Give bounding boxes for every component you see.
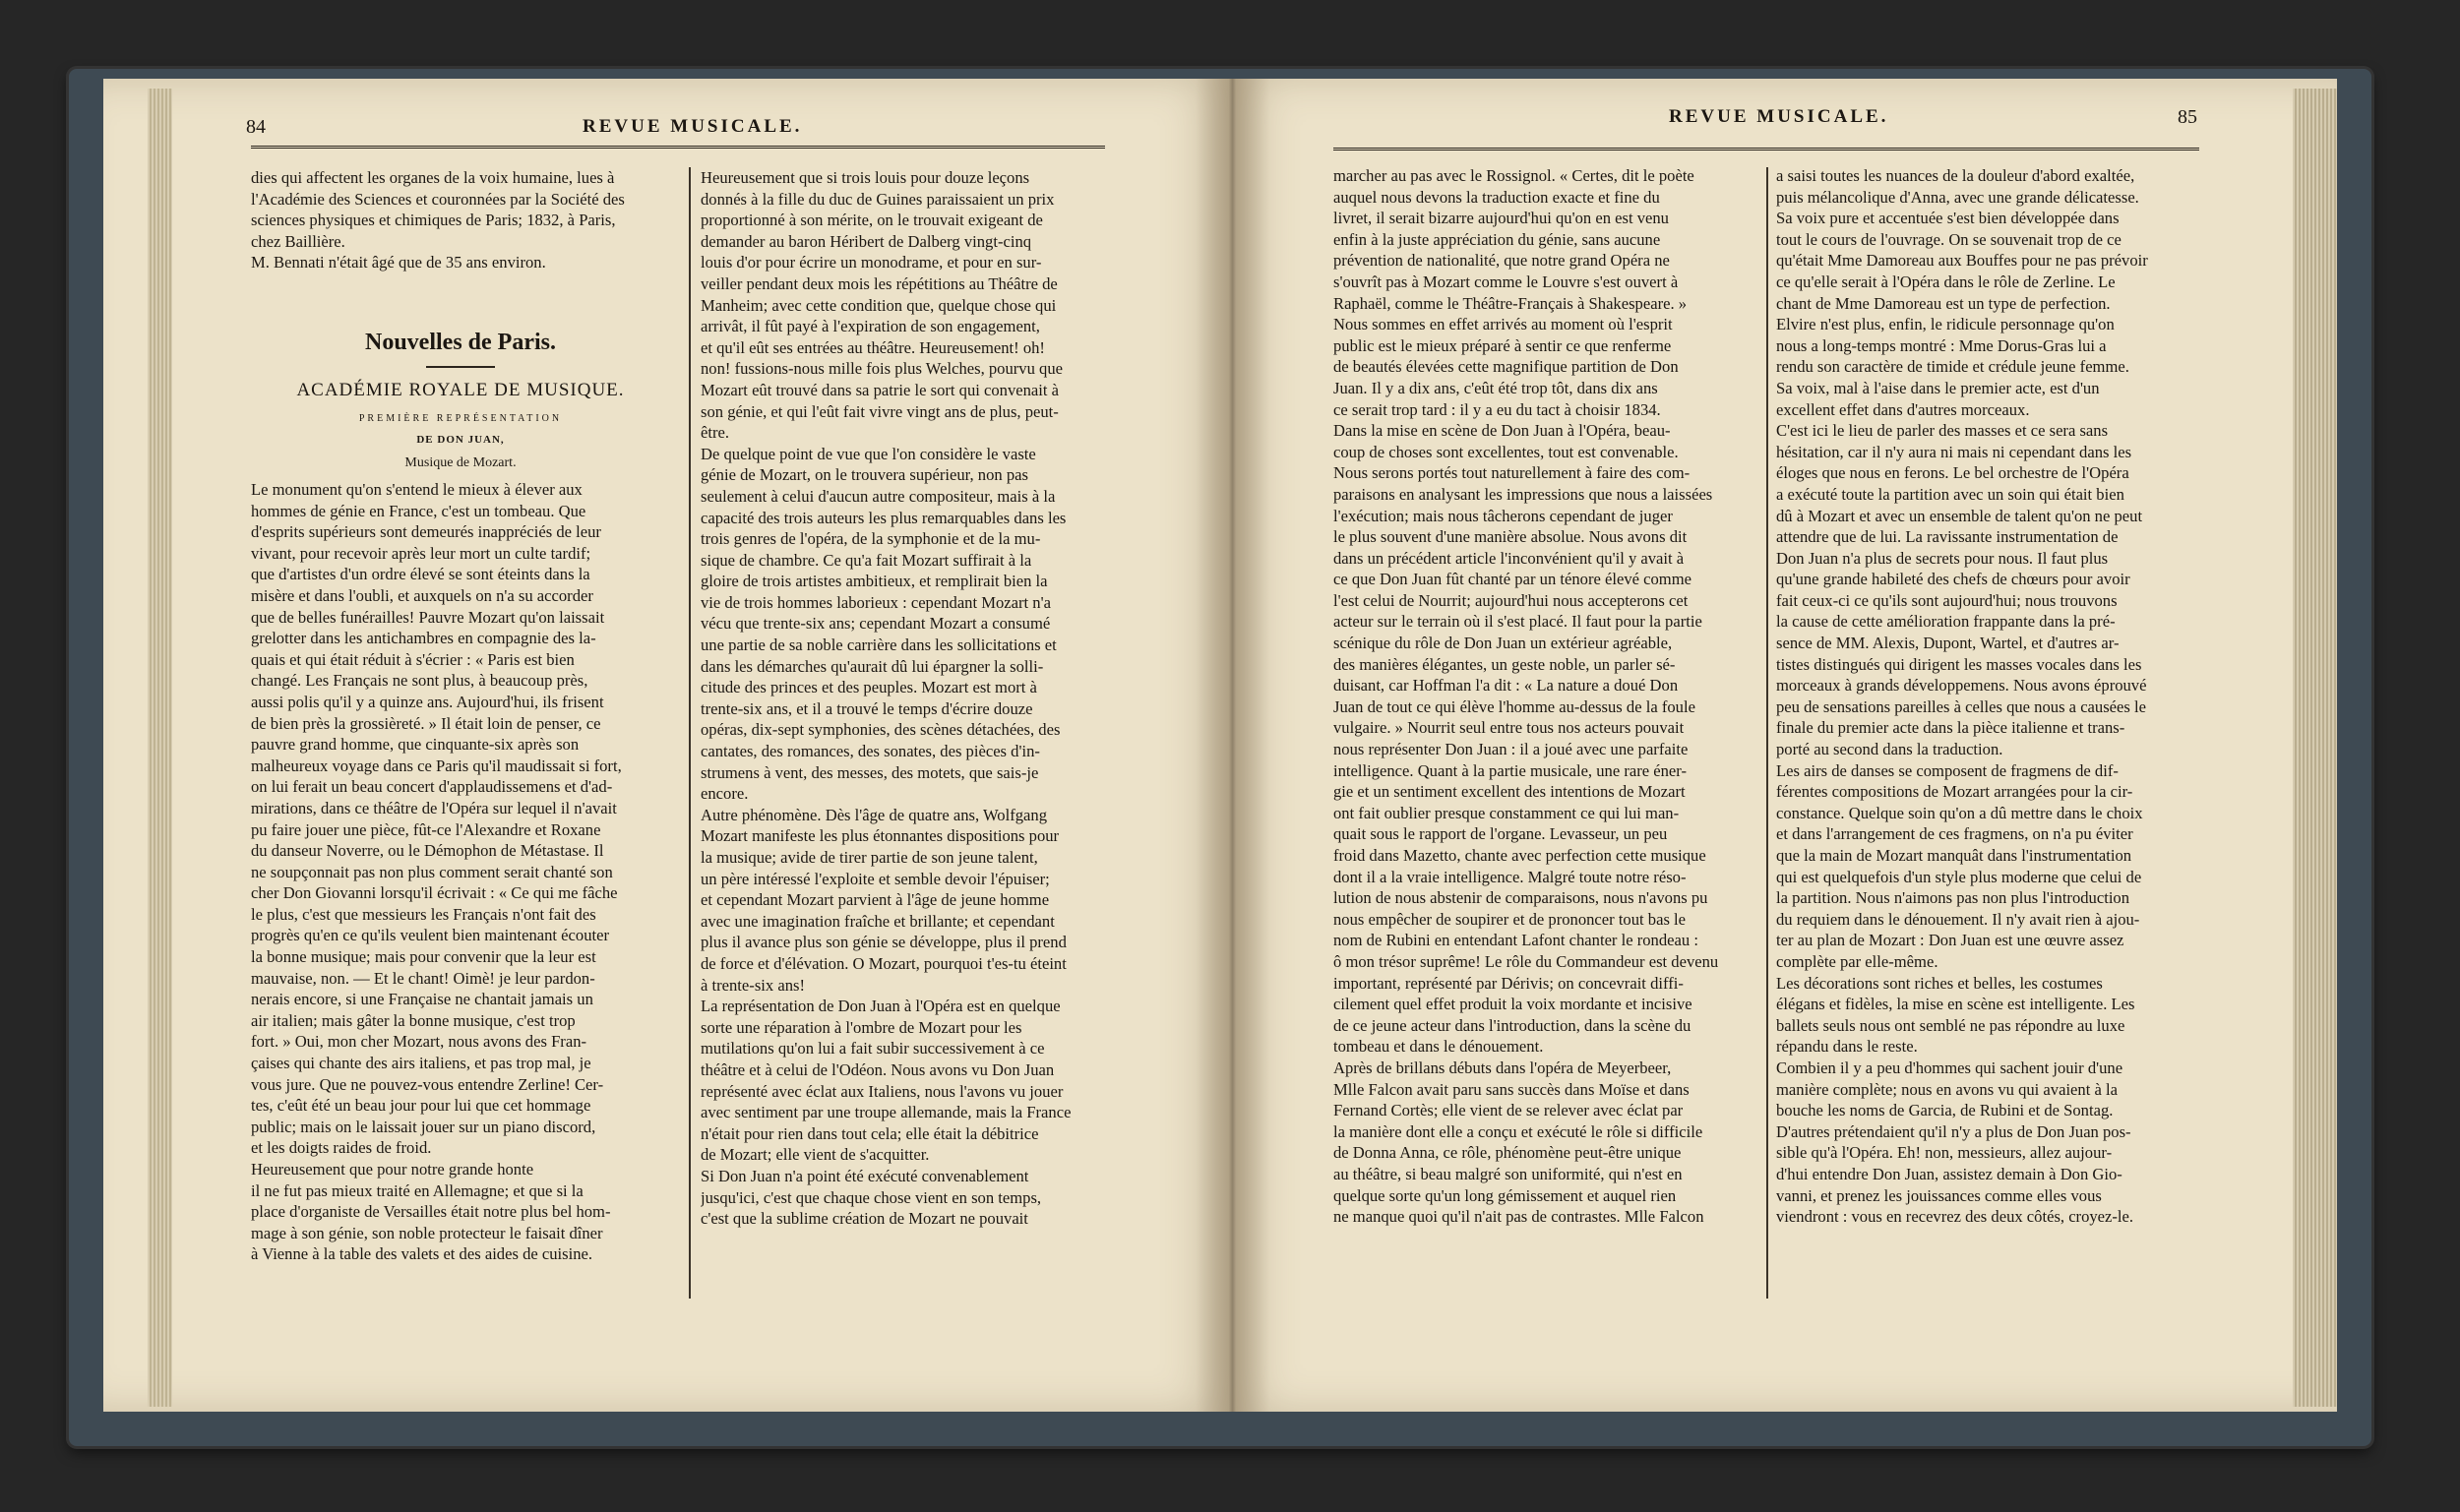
first-performance-label: PREMIÈRE REPRÉSENTATION xyxy=(358,413,563,424)
right-header-rule xyxy=(1333,148,2199,151)
right-column-divider xyxy=(1766,167,1768,1299)
left-page-number: 84 xyxy=(246,116,266,138)
right-running-head: REVUE MUSICALE. xyxy=(1669,106,1889,127)
work-author: Musique de Mozart. xyxy=(404,455,517,470)
right-col2-body: a saisi toutes les nuances de la douleur d'abord exaltée, puis mélancolique d'Anna, avec une grande délicatesse. Sa voix pure et accentuée s'est bien développée dans tout le cours de l'ouvrage. On se souvenait trop de ce qu'était Mme Damoreau aux Bouffes pour ne pas prévoir ce qu'elle serait à l'Opéra dans le rôle de Zerline. Le chant de Mme Damoreau est un type de perfection. Elvire n'est plus, enfin, le ridicule personnage qu'on nous a long-temps montré : Mme Dorus-Gras lui a rendu son caractère de timide et crédule jeune femme. Sa voix, mal à l'aise dans le premier acte, est d'un excellent effet dans d'autres morceaux. C'est ici le lieu de parler des masses et ce sera sans hésitation, car il n'y aura ni mais ni cependant dans les éloges que nous en ferons. Le bel orchestre de l'Opéra a exécuté toute la partition avec un soin qui était bien dû à Mozart et avec un ensemble de talent qu'on ne peut attendre que de lui. La ravissante instrumentation de Don Juan n'a plus de secrets pour nous. Il faut plus qu'une grande habileté des chefs de chœurs pour avoir fait ceux-ci ce qu'ils sont aujourd'hui; nous trouvons la cause de cette amélioration frappante dans la pré- sence de MM. Alexis, Dupont, Wartel, et d'autres ar- tistes distingués qui dirigent les masses vocales dans les morceaux à grands développemens. Nous avons éprouvé peu de sensations pareilles à celles que nous a causées le finale du premier acte dans la pièce italienne et trans- porté au second dans la traduction. Les airs de danses se composent de fragmens de dif- férentes compositions de Mozart arrangées pour la cir- constance. Quelque soin qu'on a dû mettre dans le choix et dans l'arrangement de ces fragmens, on n'a pu éviter que la main de Mozart manquât dans l'instrumentation qui est quelquefois d'un style plus moderne que celui de la partition. Nous n'aimons pas non plus l'introduction du requiem dans le dénouement. Il n'y avait rien à ajou- ter au plan de Mozart : Don Juan est une œuvre assez complète par elle-même. Les décorations sont riches et belles, les costumes élégans et fidèles, la mise en scène est intelligente. Les ballets seuls nous ont semblé ne pas répondre au luxe répandu dans le reste. Combien il y a peu d'hommes qui sachent jouir d'une manière complète; nous en avons vu qui avaient à la bouche les noms de Garcia, de Rubini et de Sontag. D'autres prétendaient qu'il n'y a plus de Don Juan pos- sible qu'à l'Opéra. Eh! non, messieurs, allez aujour- d'hui entendre Don Juan, assistez demain à Don Gio- vanni, et prenez les jouissances comme elles vous viendront : vous en recevrez des deux côtés, croyez-le. xyxy=(1776,166,2148,1227)
section-subtitle: ACADÉMIE ROYALE DE MUSIQUE. xyxy=(296,380,625,400)
book-gutter xyxy=(1196,79,1269,1412)
left-running-head: REVUE MUSICALE. xyxy=(583,116,803,137)
left-header-rule xyxy=(251,146,1105,149)
left-col1-body: Le monument qu'on s'entend le mieux à élever aux hommes de génie en France, c'est un tombeau. Que d'esprits supérieurs sont demeurés inappréciés de leur vivant, pour recevoir après leur mort un culte tardif; que d'artistes d'un ordre élevé se sont éteints dans la misère et dans l'oubli, et auxquels on n'a su accorder que de belles funérailles! Pauvre Mozart qu'on laissait grelotter dans les antichambres en compagnie des la- quais et qui était réduit à s'écrier : « Paris est bien changé. Les Français ne sont plus, à beaucoup près, aussi polis qu'il y a quinze ans. Aujourd'hui, ils frisent de bien près la grossièreté. » Il était loin de penser, ce pauvre grand homme, que cinquante-six après son malheureux voyage dans ce Paris qu'il maudissait si fort, on lui ferait un beau concert d'applaudissemens et d'ad- mirations, dans ce théâtre de l'Opéra sur lequel il n'avait pu faire jouer une pièce, fût-ce l'Alexandre et Roxane du danseur Noverre, ou le Démophon de Métastase. Il ne soupçonnait pas non plus comment serait chanté son cher Don Giovanni lorsqu'il écrivait : « Ce qui me fâche le plus, c'est que messieurs les Français n'ont fait des progrès qu'en ce qu'ils veulent bien maintenant écouter la bonne musique; mais pour convenir que la leur est mauvaise, non. — Et le chant! Oimè! je leur pardon- nerais encore, si une Française ne chantait jamais un air italien; mais gâter la bonne musique, c'est trop fort. » Oui, mon cher Mozart, nous avons des Fran- çaises qui chante des airs italiens, et pas trop mal, je vous jure. Que ne pouvez-vous entendre Zerline! Cer- tes, c'eût été un beau jour pour lui que cet hommage public; mais on le laissait jouer sur un piano discord, et les doigts raides de froid. Heureusement que pour notre grande honte il ne fut pas mieux traité en Allemagne; et que si la place d'organiste de Versailles était notre plus bel hom- mage à son génie, son noble protecteur le faisait dîner à Vienne à la table des valets et des aides de cuisine. xyxy=(251,480,622,1264)
right-page-number: 85 xyxy=(2178,106,2197,128)
section-divider xyxy=(426,366,495,368)
section-title: Nouvelles de Paris. xyxy=(365,330,556,355)
left-page-edges xyxy=(148,89,172,1407)
news-heading-block xyxy=(251,330,670,471)
right-page-edges xyxy=(2293,89,2337,1407)
left-col2-body: Heureusement que si trois louis pour douze leçons donnés à la fille du duc de Guines paraissaient un prix proportionné à son mérite, on le trouvait exigeant de demander au baron Héribert de Dalberg vingt-cinq louis d'or pour écrire un monodrame, et pour en sur- veiller pendant deux mois les répétitions au Théâtre de Manheim; avec cette condition que, quelque chose qui arrivât, il fût payé à l'expiration de son engagement, et qu'il eût ses entrées au théâtre. Heureusement! oh! non! fussions-nous mille fois plus Welches, pourvu que Mozart eût trouvé dans sa patrie le sort qui convenait à son génie, et qui l'eût fait vivre vingt ans de plus, peut- être. De quelque point de vue que l'on considère le vaste génie de Mozart, on le trouvera supérieur, non pas seulement à celui d'aucun autre compositeur, mais à la capacité des trois auteurs les plus remarquables dans les trois genres de l'opéra, de la symphonie et de la mu- sique de chambre. Ce qu'a fait Mozart suffirait à la gloire de trois artistes ambitieux, et remplirait bien la vie de trois hommes laborieux : cependant Mozart n'a vécu que trente-six ans; cependant Mozart a consumé une partie de sa noble carrière dans les sollicitations et dans les démarches qu'aurait dû lui épargner la solli- citude des princes et des peuples. Mozart est mort à trente-six ans, et il a trouvé le temps d'écrire douze opéras, dix-sept symphonies, des scènes détachées, des cantates, des romances, des sonates, des pièces d'in- strumens à vent, des messes, des motets, que sais-je encore. Autre phénomène. Dès l'âge de quatre ans, Wolfgang Mozart manifeste les plus étonnantes dispositions pour la musique; avide de tirer partie de son jeune talent, un père intéressé l'exploite et semble devoir l'épuiser; et cependant Mozart parvient à l'âge de jeune homme avec une imagination fraîche et brillante; et cependant plus il avance plus son génie se développe, plus il prend de force et d'élévation. O Mozart, pourquoi t'es-tu éteint à trente-six ans! La représentation de Don Juan à l'Opéra est en quelque sorte une réparation à l'ombre de Mozart pour les mutilations qu'on lui a fait subir successivement à ce théâtre et à celui de l'Odéon. Nous avons vu Don Juan représenté avec éclat aux Italiens, nous l'avons vu jouer avec sentiment par une troupe allemande, mais la France n'était pour rien dans tout cela; elle était la débitrice de Mozart; elle vient de s'acquitter. Si Don Juan n'a point été exécuté convenablement jusqu'ici, c'est que chaque chose vient en son temps, c'est que la sublime création de Mozart ne pouvait xyxy=(701,168,1072,1229)
left-column-divider xyxy=(689,167,691,1299)
work-title: DE DON JUAN, xyxy=(416,434,505,446)
left-col1-intro: dies qui affectent les organes de la voix humaine, lues à l'Académie des Sciences et couronnées par la Société des sciences physiques et chimiques de Paris; 1832, à Paris, chez Baillière. M. Bennati n'était âgé que de 35 ans environ. xyxy=(251,168,625,272)
right-col1-body: marcher au pas avec le Rossignol. « Certes, dit le poète auquel nous devons la traduction exacte et fine du livret, il serait bizarre aujourd'hui qu'on en est venu enfin à la juste appréciation du génie, sans aucune prévention de nationalité, que notre grand Opéra ne s'ouvrît pas à Mozart comme le Louvre s'est ouvert à Raphaël, comme le Théâtre-Français à Shakespeare. » Nous sommes en effet arrivés au moment où l'esprit public est le mieux préparé à sentir ce que renferme de beautés élevées cette magnifique partition de Don Juan. Il y a dix ans, c'eût été trop tôt, dans dix ans ce serait trop tard : il y a eu du tact à choisir 1834. Dans la mise en scène de Don Juan à l'Opéra, beau- coup de choses sont excellentes, tout est convenable. Nous serons portés tout naturellement à faire des com- paraisons en analysant les impressions que nous a laissées l'exécution; mais nous tâcherons cependant de juger le plus souvent d'une manière absolue. Nous avons dit dans un précédent article l'inconvénient qu'il y avait à ce que Don Juan fût chanté par un ténore élevé comme l'est celui de Nourrit; aujourd'hui nous accepterons cet acteur sur le terrain où il s'est placé. Il faut pour la partie scénique du rôle de Don Juan un extérieur agréable, des manières élégantes, un geste noble, un parler sé- duisant, car Hoffman l'a dit : « La nature a doué Don Juan de tout ce qui élève l'homme au-dessus de la foule vulgaire. » Nourrit seul entre tous nos acteurs pouvait nous représenter Don Juan : il a joué avec une parfaite intelligence. Quant à la partie musicale, une rare éner- gie et un sentiment excellent des intentions de Mozart ont fait oublier presque constamment ce qui lui man- quait sous le rapport de l'organe. Levasseur, un peu froid dans Mazetto, chante avec perfection cette musique dont il a la vraie intelligence. Malgré toute notre réso- lution de nous abstenir de comparaisons, nous n'avons pu nous empêcher de soupirer et de prononcer tout bas le nom de Rubini en entendant Lafont chanter le rondeau : ô mon trésor suprême! Le rôle du Commandeur est devenu important, représenté par Dérivis; on concevrait diffi- cilement quel effet produit la voix mordante et incisive de ce jeune acteur dans l'introduction, dans la scène du tombeau et dans le dénouement. Après de brillans débuts dans l'opéra de Meyerbeer, Mlle Falcon avait paru sans succès dans Moïse et dans Fernand Cortès; elle vient de se relever avec éclat par la manière dont elle a conçu et exécuté le rôle si difficile de Donna Anna, ce rôle, phénomène peut-être unique au théâtre, si beau malgré son uniformité, qui n'est en quelque sorte qu'un long gémissement et auquel rien ne manque quoi qu'il n'ait pas de contrastes. Mlle Falcon xyxy=(1333,166,1719,1227)
